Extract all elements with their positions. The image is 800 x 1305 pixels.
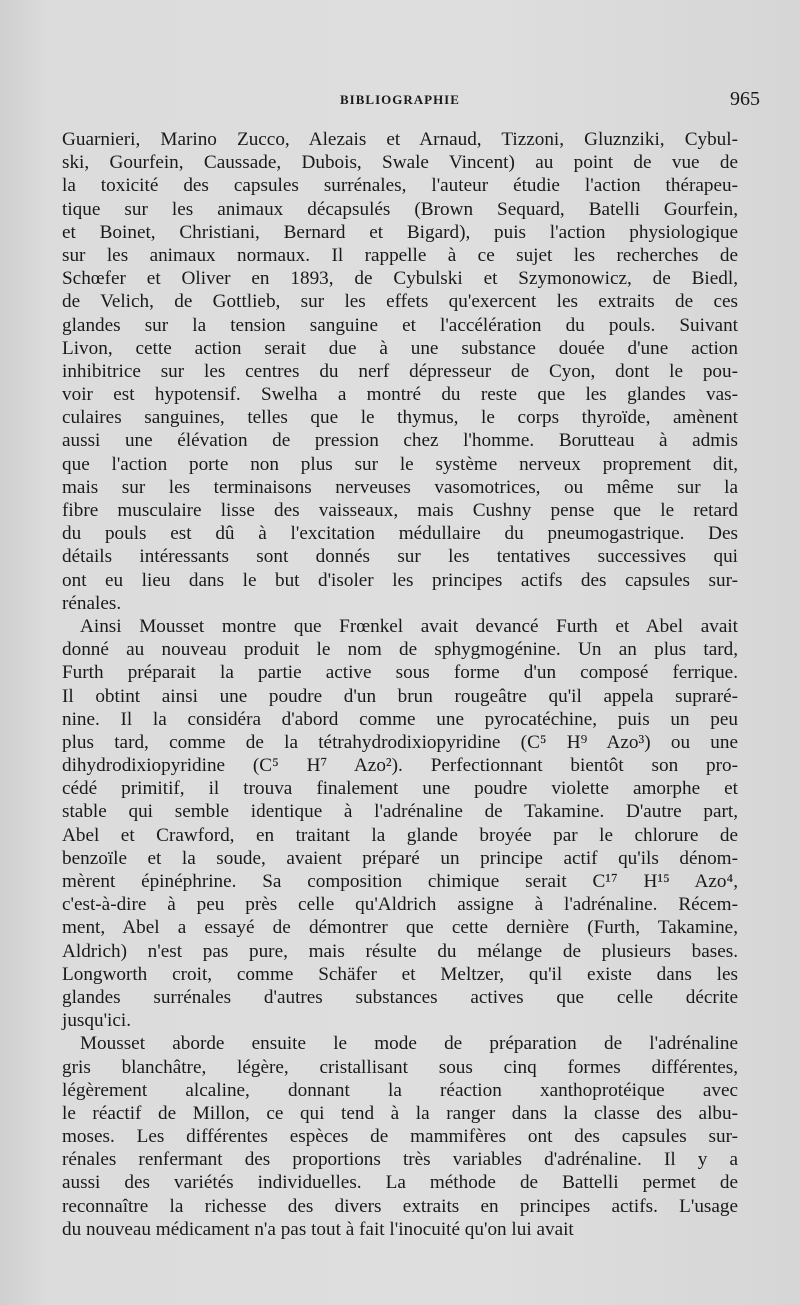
text-line: inhibitrice sur les centres du nerf dépresseur de Cyon, dont le pou- (62, 360, 738, 382)
text-line: Furth préparait la partie active sous forme d'un composé ferrique. (62, 662, 738, 684)
text-line: nine. Il la considéra d'abord comme une pyrocatéchine, puis un peu (62, 708, 738, 730)
text-line: que l'action porte non plus sur le système nerveux proprement dit, (62, 453, 738, 475)
text-line: du pouls est dû à l'excitation médullaire du pneumogastrique. Des (62, 523, 738, 545)
text-line: dihydrodixiopyridine (C⁵ H⁷ Azo²). Perfectionnant bientôt son pro- (62, 755, 738, 777)
page-header (0, 88, 800, 128)
page-body (62, 128, 738, 1241)
text-line: Ainsi Mousset montre que Frœnkel avait devancé Furth et Abel avait (80, 615, 738, 637)
text-line: Livon, cette action serait due à une substance douée d'une action (62, 337, 738, 359)
text-line: Abel et Crawford, en traitant la glande broyée par le chlorure de (62, 824, 738, 846)
text-line: stable qui semble identique à l'adrénaline de Takamine. D'autre part, (62, 801, 738, 823)
text-line: sur les animaux normaux. Il rappelle à ce sujet les recherches de (62, 244, 738, 266)
text-line: c'est-à-dire à peu près celle qu'Aldrich assigne à l'adrénaline. Récem- (62, 894, 738, 916)
text-line: détails intéressants sont donnés sur les tentatives successives qui (62, 546, 738, 568)
text-line: moses. Les différentes espèces de mammifères ont des capsules sur- (62, 1126, 738, 1148)
text-line: rénales renfermant des proportions très variables d'adrénaline. Il y a (62, 1149, 738, 1171)
text-line: mèrent épinéphrine. Sa composition chimique serait C¹⁷ H¹⁵ Azo⁴, (62, 871, 738, 892)
text-line: donné au nouveau produit le nom de sphygmogénine. Un an plus tard, (62, 639, 738, 661)
text-line: voir est hypotensif. Swelha a montré du reste que les glandes vas- (62, 384, 738, 406)
text-line: plus tard, comme de la tétrahydrodixiopyridine (C⁵ H⁹ Azo³) ou une (62, 731, 738, 753)
text-line: cédé primitif, il trouva finalement une poudre violette amorphe et (62, 778, 738, 800)
text-line: glandes surrénales d'autres substances actives que celle décrite (62, 986, 738, 1008)
text-line: reconnaître la richesse des divers extraits en principes actifs. L'usage (62, 1195, 738, 1217)
text-line: aussi une élévation de pression chez l'homme. Borutteau à admis (62, 430, 738, 452)
paragraph-1 (62, 128, 738, 615)
text-line: ski, Gourfein, Caussade, Dubois, Swale Vincent) au point de vue de (62, 152, 738, 174)
text-line: rénales. (62, 592, 122, 614)
text-line: mais sur les terminaisons nerveuses vasomotrices, ou même sur la (62, 476, 738, 498)
text-line: Guarnieri, Marino Zucco, Alezais et Arnaud, Tizzoni, Gluznziki, Cybul- (62, 129, 738, 150)
text-line: de Velich, de Gottlieb, sur les effets qu'exercent les extraits de ces (62, 291, 738, 313)
text-line: benzoïle et la soude, avaient préparé un principe actif qu'ils dénom- (62, 847, 738, 869)
text-line: ont eu lieu dans le but d'isoler les principes actifs des capsules sur- (62, 569, 738, 591)
text-line: Schœfer et Oliver en 1893, de Cybulski et Szymonowicz, de Biedl, (62, 268, 738, 290)
text-line: gris blanchâtre, légère, cristallisant sous cinq formes différentes, (62, 1056, 738, 1078)
running-title: BIBLIOGRAPHIE (340, 92, 460, 107)
paragraph-3 (62, 1032, 738, 1241)
text-line: jusqu'ici. (62, 1010, 132, 1032)
text-line: tique sur les animaux décapsulés (Brown Sequard, Batelli Gourfein, (62, 198, 738, 220)
text-line: aussi des variétés individuelles. La méthode de Battelli permet de (62, 1172, 738, 1194)
paragraph-2 (62, 615, 738, 1032)
text-line: Il obtint ainsi une poudre d'un brun rougeâtre qu'il appela supraré- (62, 685, 738, 707)
text-line: légèrement alcaline, donnant la réaction xanthoprotéique avec (62, 1079, 738, 1101)
text-line: du nouveau médicament n'a pas tout à fait l'inocuité qu'on lui avait (62, 1218, 574, 1240)
text-line: glandes sur la tension sanguine et l'accélération du pouls. Suivant (62, 314, 738, 336)
text-line: Longworth croit, comme Schäfer et Meltzer, qu'il existe dans les (62, 963, 738, 985)
text-line: la toxicité des capsules surrénales, l'auteur étudie l'action thérapeu- (62, 175, 738, 197)
text-line: le réactif de Millon, ce qui tend à la ranger dans la classe des albu- (62, 1102, 738, 1124)
text-line: et Boinet, Christiani, Bernard et Bigard), puis l'action physiologique (62, 221, 738, 243)
text-line: Mousset aborde ensuite le mode de préparation de l'adrénaline (80, 1033, 738, 1055)
text-line: fibre musculaire lisse des vaisseaux, mais Cushny pense que le retard (62, 500, 738, 521)
text-line: ment, Abel a essayé de démontrer que cette dernière (Furth, Takamine, (62, 917, 738, 939)
text-line: culaires sanguines, telles que le thymus, le corps thyroïde, amènent (62, 407, 738, 429)
page-number: 965 (730, 88, 760, 110)
text-line: Aldrich) n'est pas pure, mais résulte du mélange de plusieurs bases. (62, 940, 738, 962)
